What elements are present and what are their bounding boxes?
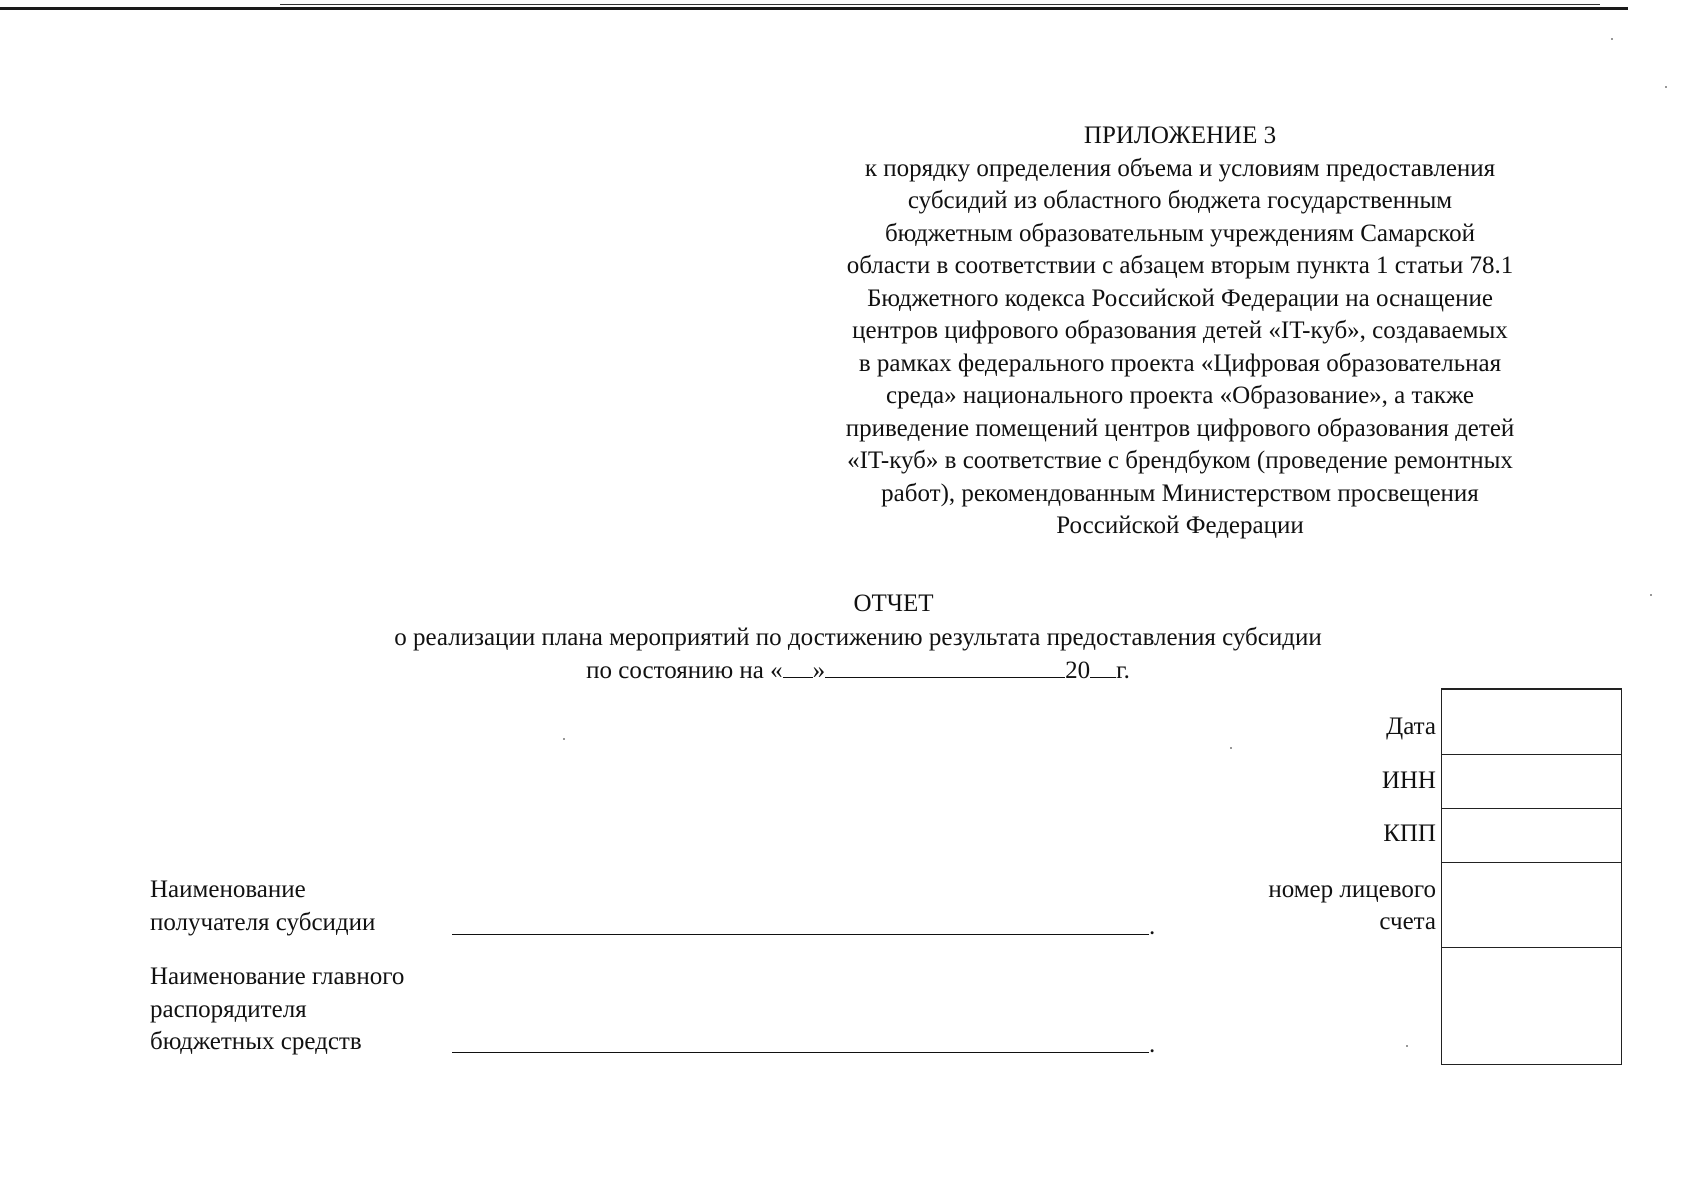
- appendix-line: субсидий из областного бюджета государственным: [907, 187, 1453, 214]
- manager-field-dot: .: [1149, 1031, 1156, 1058]
- recipient-label-line: Наименование: [150, 876, 306, 903]
- year-blank[interactable]: [1090, 655, 1116, 678]
- top-border-thin: [280, 4, 1600, 5]
- appendix-line: работ), рекомендованным Министерством просвещения: [881, 479, 1479, 507]
- manager-label-line: Наименование главного: [150, 963, 405, 990]
- month-blank[interactable]: [825, 655, 1065, 678]
- recipient-field-dot: .: [1149, 913, 1156, 940]
- manager-label-line: распорядителя: [150, 995, 307, 1023]
- codes-table: [1441, 688, 1622, 1065]
- recipient-name-field[interactable]: [452, 934, 1149, 935]
- day-blank[interactable]: [783, 655, 813, 678]
- account-label-line2: счета: [1379, 908, 1436, 935]
- recipient-label-line: получателя субсидии: [150, 908, 376, 936]
- appendix-title: ПРИЛОЖЕНИЕ 3: [1083, 122, 1277, 149]
- manager-label-line: бюджетных средств: [150, 1028, 362, 1055]
- top-border: [0, 7, 1628, 10]
- account-cell[interactable]: [1442, 863, 1622, 948]
- report-subtitle: о реализации плана мероприятий по достижению результата предоставления субсидии: [394, 624, 1322, 651]
- scan-speck: [1665, 86, 1667, 88]
- kpp-cell[interactable]: [1442, 809, 1622, 863]
- appendix-line: Российской Федерации: [1056, 512, 1304, 539]
- scan-speck: [563, 738, 565, 740]
- report-title: ОТЧЕТ: [853, 590, 934, 617]
- date-prefix: по состоянию на «: [586, 657, 783, 684]
- report-date-line: [0, 655, 1699, 688]
- manager-name-field[interactable]: [452, 1052, 1149, 1053]
- date-label: Дата: [1386, 713, 1436, 740]
- kpp-label: КПП: [1383, 820, 1436, 847]
- year-prefix: 20: [1065, 657, 1091, 684]
- scan-speck: [1230, 747, 1232, 749]
- appendix-line: приведение помещений центров цифрового образования детей: [845, 414, 1515, 442]
- scan-speck: [1611, 38, 1613, 40]
- manager-label: [150, 961, 404, 1059]
- scan-speck: [1406, 1045, 1408, 1047]
- appendix-line: области в соответствии с абзацем вторым пункта 1 статьи 78.1: [846, 252, 1514, 279]
- appendix-line: к порядку определения объема и условиям предоставления: [864, 154, 1496, 182]
- scan-speck: [1650, 594, 1652, 596]
- appendix-header: [770, 120, 1590, 543]
- date-cell[interactable]: [1442, 689, 1622, 755]
- inn-cell[interactable]: [1442, 755, 1622, 809]
- recipient-label: [150, 874, 375, 939]
- appendix-line: среда» национального проекта «Образование», а также: [885, 382, 1475, 409]
- account-label-line1: номер лицевого: [1268, 876, 1436, 903]
- date-suffix: г.: [1116, 657, 1130, 684]
- appendix-line: «IT-куб» в соответствие с брендбуком (проведение ремонтных: [847, 447, 1513, 474]
- empty-cell[interactable]: [1442, 948, 1622, 1065]
- appendix-line: Бюджетного кодекса Российской Федерации на оснащение: [867, 284, 1493, 312]
- appendix-line: центров цифрового образования детей «IT-куб», создаваемых: [852, 317, 1508, 344]
- appendix-line: бюджетным образовательным учреждениям Самарской: [884, 219, 1476, 247]
- appendix-line: в рамках федерального проекта «Цифровая образовательная: [858, 349, 1502, 377]
- inn-label: ИНН: [1381, 767, 1436, 794]
- date-quote-close: »: [812, 657, 826, 684]
